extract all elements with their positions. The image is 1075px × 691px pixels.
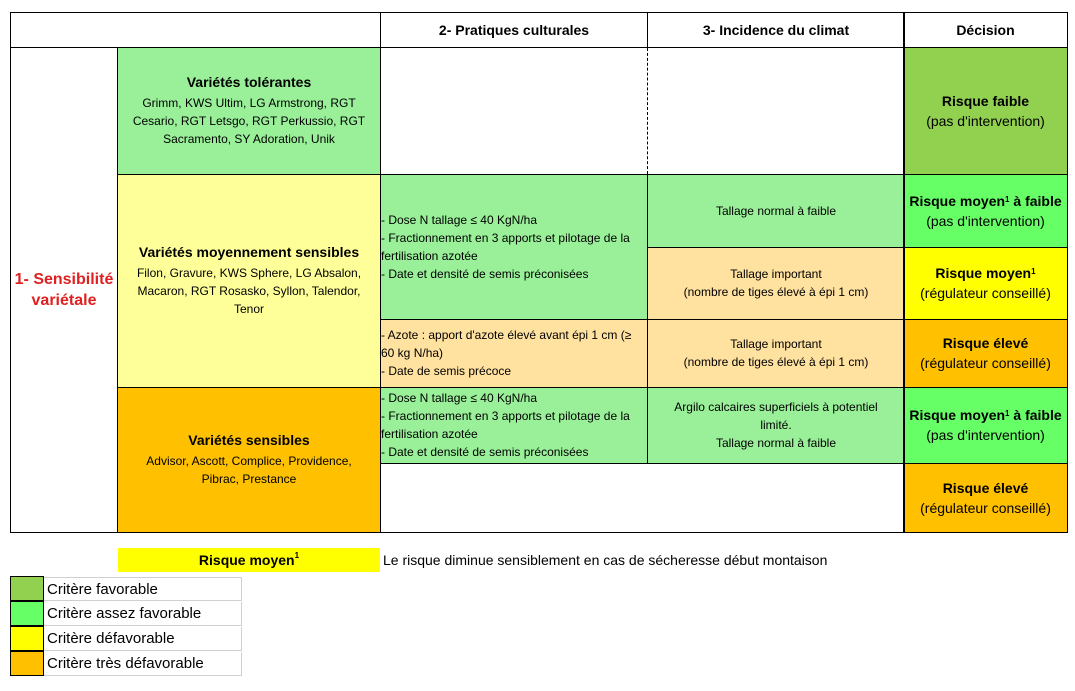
footnote-marker: 1 (294, 551, 300, 560)
legend-swatch-fairly-favorable (10, 601, 44, 626)
grid-line (380, 463, 1067, 464)
decision-title: Risque élevé (942, 479, 1029, 496)
legend-label: Critère favorable (44, 577, 242, 601)
grid-line (648, 247, 1067, 248)
decision-title-suffix: à faible (1009, 192, 1062, 209)
practice-item: - Date de semis précoce (381, 364, 512, 378)
practice-unfavorable-cell (380, 319, 648, 387)
footnote-text: Le risque diminue sensiblement en cas de sécheresse début montaison (383, 552, 828, 568)
practice-favorable-cell-b (380, 387, 648, 463)
climate-text: (nombre de tiges élevé à épi 1 cm) (683, 355, 869, 369)
decision-title: Risque faible (941, 93, 1030, 109)
grid-line (647, 12, 648, 48)
climate-text: (nombre de tiges élevé à épi 1 cm) (683, 285, 869, 299)
practice-item: - Azote : apport d'azote élevé avant épi 1 cm (≥ 60 kg N/ha) (381, 328, 632, 360)
practice-item: - Dose N tallage ≤ 40 KgN/ha (381, 212, 537, 227)
decision-title: Risque élevé (942, 335, 1029, 351)
grid-line (117, 48, 118, 532)
footnote-marker: 1 (1005, 409, 1010, 418)
variety-medium-list: Filon, Gravure, KWS Sphere, LG Absalon, Macaron, RGT Rosasko, Syllon, Talendor, Tenor (136, 265, 362, 316)
decision-title-text: Risque moyen (909, 407, 1006, 423)
climate-cell-1 (648, 174, 904, 247)
variety-tolerant-list: Grimm, KWS Ultim, LG Armstrong, RGT Cesario, RGT Letsgo, RGT Perkussio, RGT Sacramento, SY Adoration, Unik (132, 96, 366, 146)
grid-line (903, 12, 905, 532)
footnote-marker: 1 (1031, 267, 1036, 276)
climate-cell-4 (648, 387, 904, 463)
variety-medium-name: Variétés moyennement sensibles (138, 243, 360, 260)
decision-cell-4 (904, 319, 1067, 387)
row-label-line1: 1- Sensibilité (14, 271, 114, 288)
decision-cell-3 (904, 247, 1067, 319)
practice-item: - Date et densité de semis préconisées (381, 445, 589, 459)
decision-title (904, 191, 1067, 211)
header-col-decision: Décision (956, 21, 1015, 38)
footnote-swatch (118, 548, 380, 572)
variety-medium-cell (118, 174, 380, 387)
climate-cell-3 (648, 319, 904, 387)
climate-text: Tallage normal à faible (715, 203, 837, 218)
variety-sensitive-list: Advisor, Ascott, Complice, Providence, Pibrac, Prestance (146, 453, 352, 486)
footnote-marker: 1 (1005, 194, 1010, 204)
decision-title (904, 263, 1067, 283)
legend-label: Critère assez favorable (44, 602, 242, 626)
decision-title-text: Risque moyen (909, 192, 1006, 209)
decision-title-text: Risque moyen (935, 265, 1032, 281)
variety-sensitive-cell (118, 387, 380, 532)
legend-label: Critère très défavorable (44, 652, 242, 676)
decision-subtitle: (pas d'intervention) (926, 113, 1045, 129)
practice-item: - Date et densité de semis préconisées (381, 266, 589, 281)
decision-cell-6 (904, 463, 1067, 532)
variety-sensitive-name: Variétés sensibles (188, 431, 310, 448)
climate-text: Argilo calcaires superficiels à potentiel limité. (674, 400, 878, 432)
footnote-label-text: Risque moyen (198, 552, 295, 568)
climate-cell-2 (648, 247, 904, 319)
row-label-line2: variétale (31, 292, 97, 309)
legend-swatch-favorable (10, 576, 44, 601)
climate-text: Tallage normal à faible (715, 436, 837, 450)
practice-item: - Fractionnement en 3 apports et pilotage de la fertilisation azotée (381, 230, 630, 263)
grid-line (118, 387, 1067, 388)
grid-line (10, 12, 1068, 13)
header-col-climate: 3- Incidence du climat (702, 21, 850, 38)
decision-cell-1 (904, 48, 1067, 174)
row-label-varietal-sensitivity (10, 48, 118, 532)
grid-line (118, 174, 1067, 175)
climate-text: Tallage important (730, 267, 822, 281)
decision-subtitle: (régulateur conseillé) (920, 499, 1051, 516)
dashed-divider (647, 48, 648, 174)
grid-line (10, 12, 11, 533)
practice-favorable-cell-a (380, 174, 648, 319)
grid-line (1067, 12, 1068, 533)
footnote-label (118, 552, 380, 568)
decision-title (904, 405, 1067, 425)
practice-item: - Dose N tallage ≤ 40 KgN/ha (381, 391, 537, 405)
decision-subtitle: (régulateur conseillé) (920, 355, 1051, 371)
variety-tolerant-cell (118, 48, 380, 174)
grid-line (380, 319, 1067, 320)
header-col-practices: 2- Pratiques culturales (438, 21, 590, 38)
legend-label: Critère défavorable (44, 627, 242, 651)
decision-subtitle: (pas d'intervention) (926, 427, 1045, 443)
variety-tolerant-name: Variétés tolérantes (186, 74, 312, 90)
decision-subtitle: (pas d'intervention) (926, 212, 1045, 229)
decision-subtitle: (régulateur conseillé) (920, 285, 1051, 301)
legend-swatch-very-unfavorable (10, 651, 44, 676)
grid-line (10, 47, 1067, 48)
decision-cell-2 (904, 174, 1067, 247)
decision-cell-5 (904, 387, 1067, 463)
decision-title-suffix: à faible (1009, 407, 1062, 423)
grid-line (10, 532, 1068, 533)
grid-line (380, 12, 381, 532)
climate-text: Tallage important (730, 337, 822, 351)
practice-item: - Fractionnement en 3 apports et pilotage de la fertilisation azotée (381, 409, 630, 441)
legend-swatch-unfavorable (10, 626, 44, 651)
